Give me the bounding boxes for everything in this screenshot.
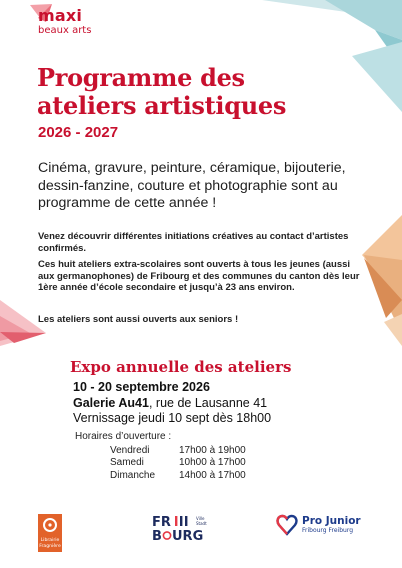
logo-name: maxi [38, 6, 83, 25]
hours-row [110, 445, 246, 457]
venue-address: , rue de Lausanne 41 [148, 396, 268, 410]
hours-title: Horaires d’ouverture : [75, 431, 172, 442]
expo-title: Expo annuelle des ateliers [70, 358, 292, 376]
paragraph-discover: Venez découvrir différentes initiations créatives au contact d’artistes confirmés. [38, 231, 349, 254]
fribourg-city-logo [152, 514, 222, 544]
hours-row [110, 457, 246, 469]
expo-vernissage: Vernissage jeudi 10 sept dès 18h00 [73, 411, 272, 425]
hours-table [110, 445, 246, 482]
paragraph-audience: Ces huit ateliers extra-scolaires sont ouverts à tous les jeunes (aussi aux germanophones) de Fribourg et des communes du canton dès leur 1ère année d’école secondaire et jusqu’à 23 ans environ. [38, 259, 360, 293]
page-title [37, 64, 286, 120]
heart-icon [276, 514, 298, 536]
svg-text:B: B [152, 529, 162, 544]
svg-text:Librairie: Librairie [40, 538, 60, 543]
svg-text:FR: FR [152, 515, 171, 530]
intro-text: Cinéma, gravure, peinture, céramique, bijouterie, dessin-fanzine, couture et photographie sont au programme de cette année ! [38, 160, 346, 211]
expo-venue [73, 396, 267, 411]
paragraph-seniors: Les ateliers sont aussi ouverts aux seniors ! [38, 314, 239, 325]
pro-junior-name: Pro Junior [302, 515, 361, 527]
maxi-logo [38, 8, 91, 37]
svg-text:Fragnière: Fragnière [39, 544, 61, 549]
hours-day: Samedi [110, 457, 144, 469]
pro-junior-logo [276, 514, 361, 536]
librairie-fragniere-logo [38, 514, 62, 552]
svg-text:Ville: Ville [196, 516, 205, 521]
svg-text:Stadt: Stadt [196, 521, 207, 526]
hours-day: Vendredi [110, 445, 150, 456]
expo-dates: 10 - 20 septembre 2026 [73, 380, 210, 394]
title-years: 2026 - 2027 [38, 124, 119, 141]
svg-text:URG: URG [172, 529, 204, 544]
hours-time: 10h00 à 17h00 [179, 457, 246, 469]
logo-subtitle: beaux arts [38, 25, 92, 36]
pro-junior-sub: Fribourg Freiburg [302, 527, 353, 534]
hours-time: 14h00 à 17h00 [179, 469, 246, 481]
title-line-2: ateliers artistiques [37, 91, 287, 120]
hours-day: Dimanche [110, 469, 156, 481]
hours-time: 17h00 à 19h00 [179, 445, 246, 456]
title-line-1: Programme des [37, 63, 245, 92]
hours-row [110, 470, 246, 482]
venue-name: Galerie Au41 [73, 396, 149, 410]
